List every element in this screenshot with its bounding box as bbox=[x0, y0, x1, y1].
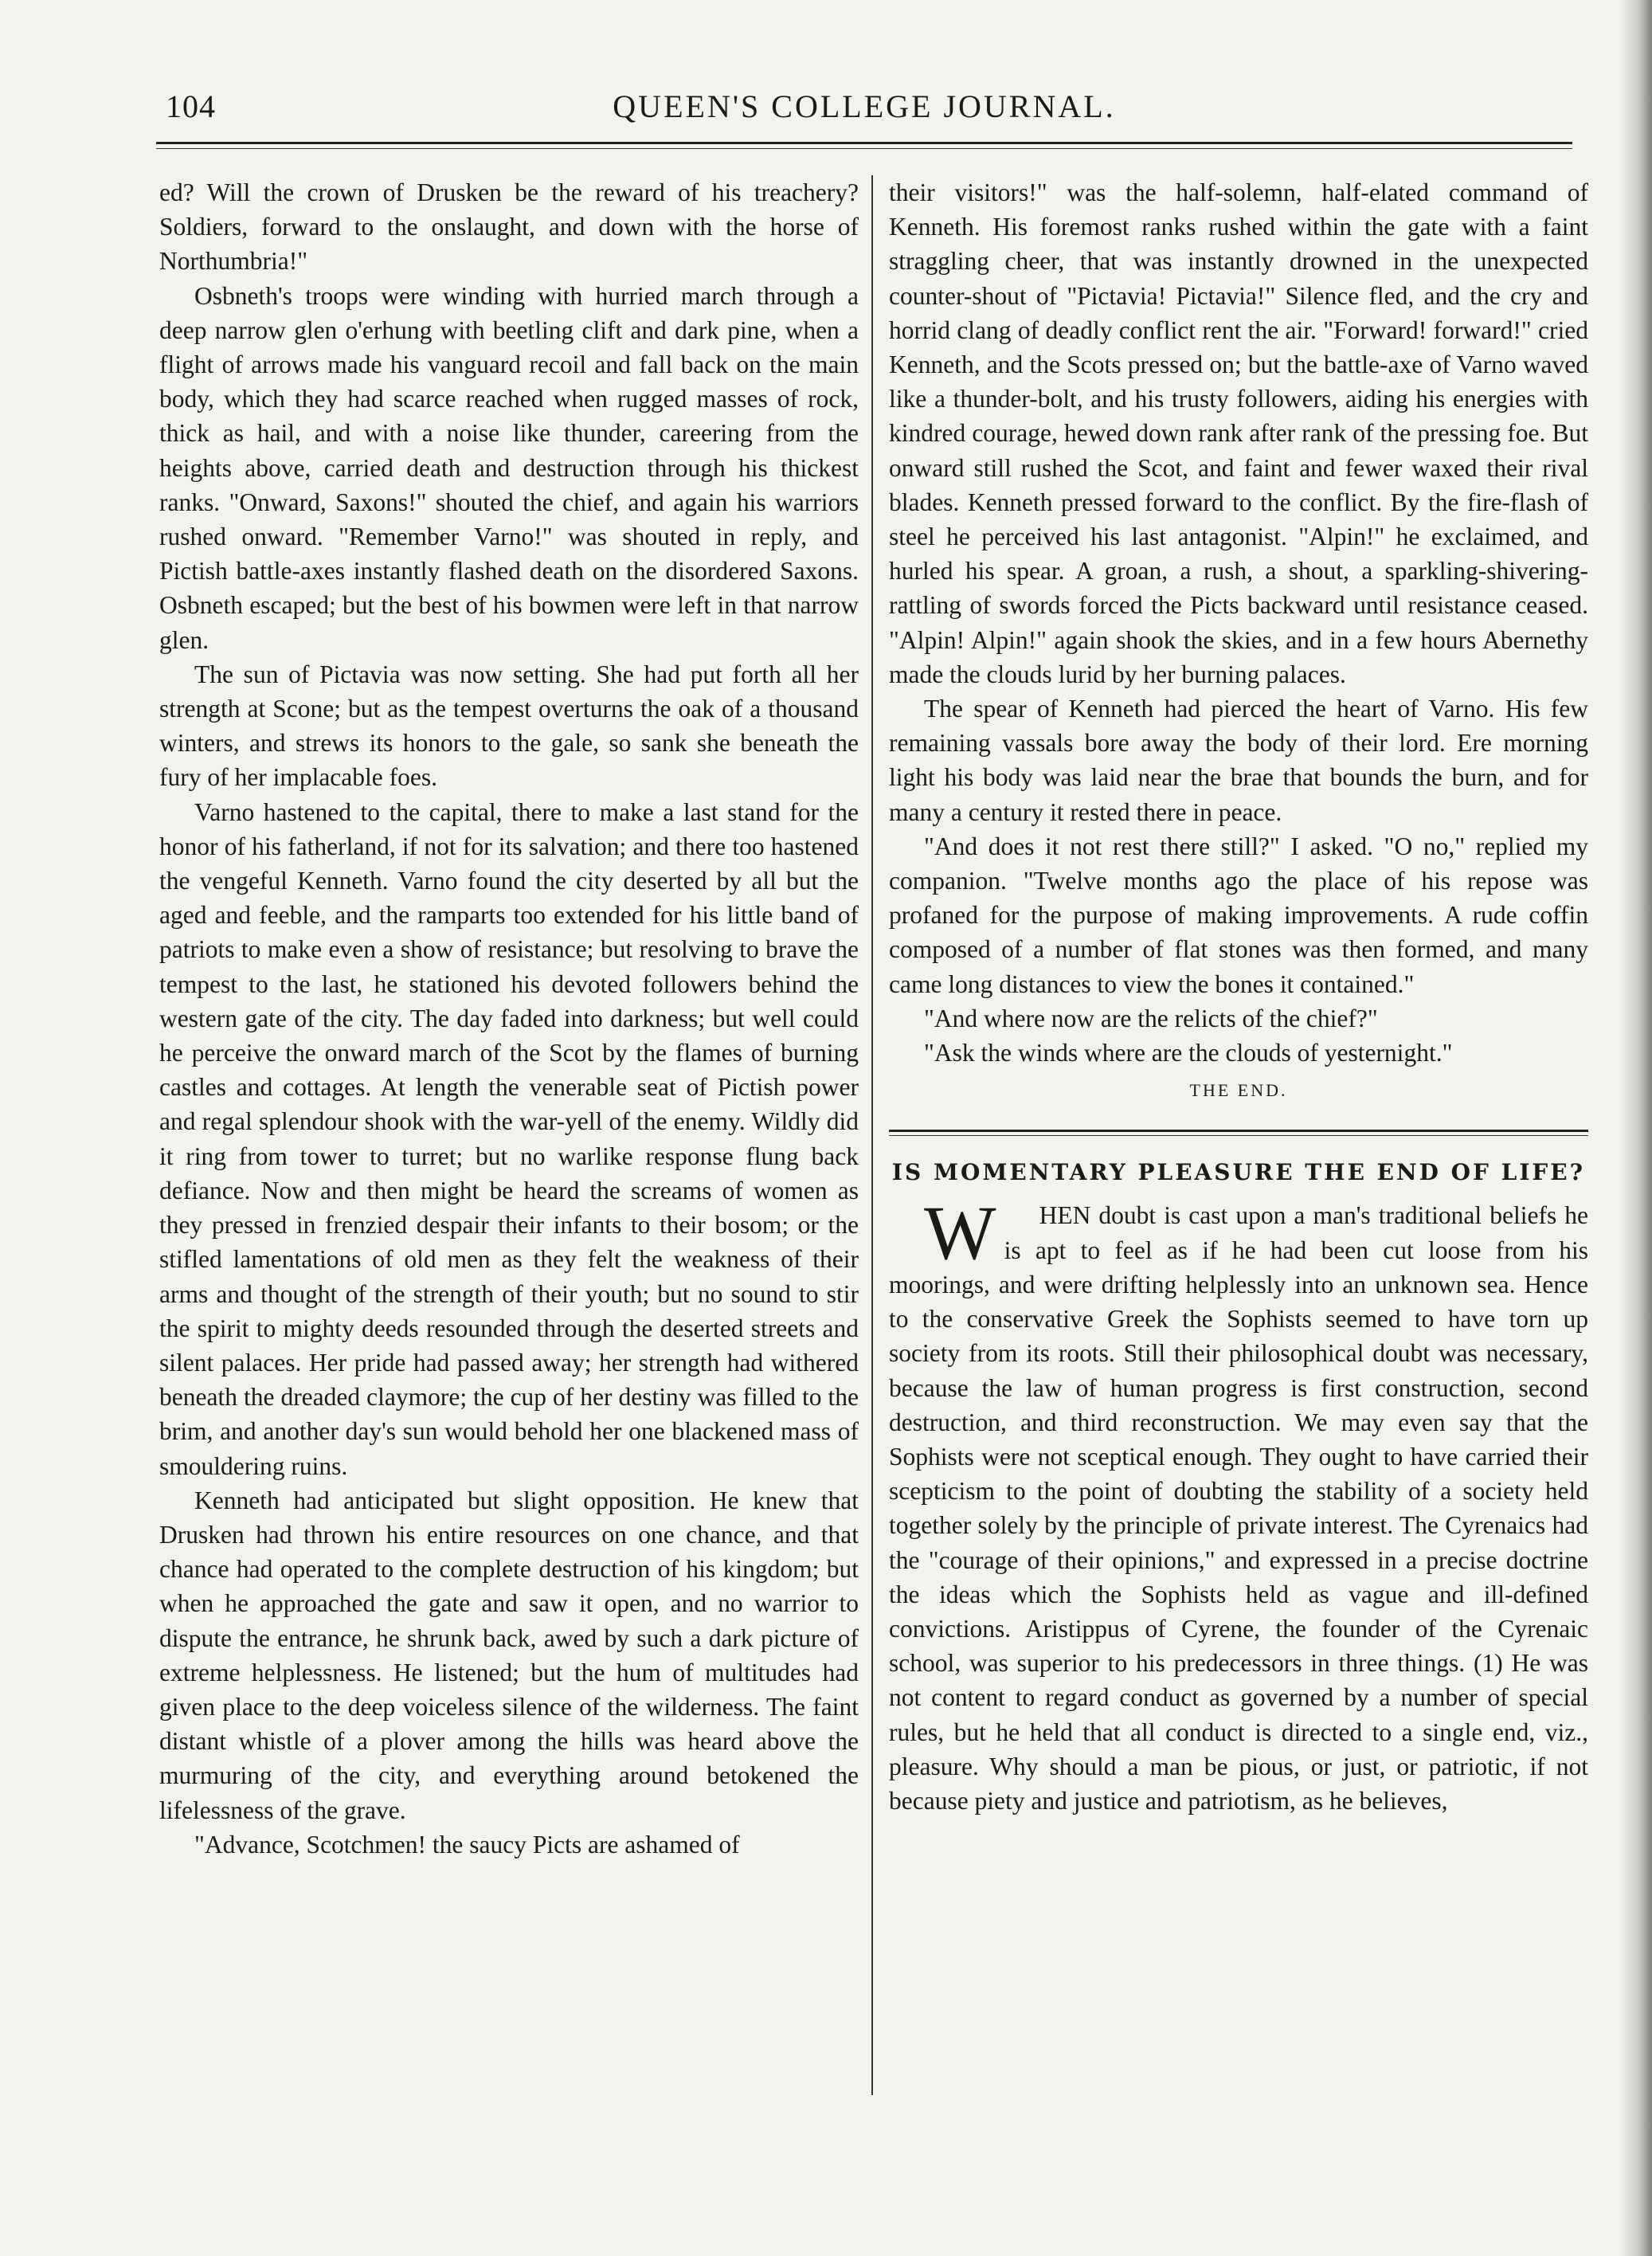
page-header bbox=[156, 88, 1572, 135]
section-rule bbox=[889, 1130, 1588, 1132]
left-column bbox=[159, 175, 859, 2103]
left-paragraph-4: Varno hastened to the capital, there to make a last stand for the honor of his fatherland, if not for its salvation; and there too hastened the vengeful Kenneth. Varno found the city deserted by all but the aged and feeble, and the ramparts too extended for his little band of patriots to make even a show of resistance; but resolving to brave the tempest to the last, he stationed his devoted followers behind the western gate of the city. The day faded into darkness; but well could he perceive the onward march of the Scot by the flames of burning castles and cottages. At length the venerable seat of Pictish power and regal splendour shook with the war-yell of the enemy. Wildly did it ring from tower to turret; but no warlike response flung back defiance. Now and then might be heard the screams of women as they pressed in frenzied despair their infants to their bosom; or the stifled lamentations of old men as they felt the weakness of their arms and thought of the strength of their youth; but no sound to stir the spirit to mighty deeds resounded through the deserted streets and silent palaces. Her pride had passed away; her strength had withered beneath the dreaded claymore; the cup of her destiny was filled to the brim, and another day's sun would behold her one blackened mass of smouldering ruins. bbox=[159, 797, 859, 1480]
header-rule bbox=[156, 142, 1572, 144]
page-number: 104 bbox=[166, 88, 216, 124]
article-first-paragraph bbox=[889, 1190, 1588, 1818]
journal-title: QUEEN'S COLLEGE JOURNAL. bbox=[613, 88, 1116, 124]
article-title: IS MOMENTARY PLEASURE THE END OF LIFE? bbox=[891, 1159, 1586, 1186]
right-column bbox=[889, 175, 1588, 2103]
left-paragraph-3: The sun of Pictavia was now setting. She had put forth all her strength at Scone; but as the tempest overturns the oak of a thousand winters, and strews its honors to the gale, so sank she beneath the fury of her implacable foes. bbox=[159, 660, 859, 792]
right-paragraph-3: "And does it not rest there still?" I asked. "O no," replied my companion. "Twelve months ago the place of his repose was profaned for the purpose of making improvements. A rude coffin composed of a number of flat stones was then formed, and many came long distances to view the bones it contained." bbox=[889, 832, 1588, 998]
header-rule-thin bbox=[156, 148, 1572, 149]
right-paragraph-4: "And where now are the relicts of the chief?" bbox=[924, 1004, 1378, 1032]
page-edge-shadow bbox=[1620, 0, 1652, 2256]
left-paragraph-6: "Advance, Scotchmen! the saucy Picts are ashamed of bbox=[194, 1830, 740, 1858]
drop-cap: W bbox=[924, 1190, 996, 1276]
left-paragraph-5: Kenneth had anticipated but slight opposition. He knew that Drusken had thrown his entire resources on one chance, and that chance had operated to the complete destruction of his kingdom; but when he approached the gate and saw it open, and no warrior to dispute the entrance, he shrunk back, awed by such a dark picture of extreme helplessness. He listened; but the hum of multitudes had given place to the deep voiceless silence of the wilderness. The faint distant whistle of a plover among the hills was heard above the murmuring of the city, and everything around betokened the lifelessness of the grave. bbox=[159, 1486, 859, 1824]
the-end-label: THE END. bbox=[1189, 1080, 1288, 1101]
article-body-text: HEN doubt is cast upon a man's traditional beliefs he is apt to feel as if he had been cut loose from his moorings, and were drifting helplessly into an unknown sea. Hence to the conservative Greek the Sophists seemed to have torn up society from its roots. Still their philosophical doubt was necessary, because the law of human progress is first construction, second destruction, and third reconstruction. We may even say that the Sophists were not sceptical enough. They ought to have carried their scepticism to the point of doubting the stability of a society held together solely by the principle of private interest. The Cyrenaics had the "courage of their opinions," and expressed in a precise doctrine the ideas which the Sophists held as vague and ill-defined convictions. Aristippus of Cyrene, the founder of the Cyrenaic school, was superior to his predecessors in three things. (1) He was not content to regard conduct as governed by a number of special rules, but he held that all conduct is directed to a single end, viz., pleasure. Why should a man be pious, or just, or patriotic, if not because piety and justice and patriotism, as he believes, bbox=[889, 1201, 1588, 1815]
right-paragraph-1: their visitors!" was the half-solemn, half-elated command of Kenneth. His foremost ranks rushed within the gate with a faint straggling cheer, that was instantly drowned in the unexpected counter-shout of "Pictavia! Pictavia!" Silence fled, and the cry and horrid clang of deadly conflict rent the air. "Forward! forward!" cried Kenneth, and the Scots pressed on; but the battle-axe of Varno waved like a thunder-bolt, and his trusty followers, aiding his energies with kindred courage, hewed down rank after rank of the pressing foe. But onward still rushed the Scot, and faint and fewer waxed their rival blades. Kenneth pressed forward to the conflict. By the fire-flash of steel he perceived his last antagonist. "Alpin!" he exclaimed, and hurled his spear. A groan, a rush, a shout, a sparkling-shivering-rattling of swords forced the Picts backward until resistance ceased. "Alpin! Alpin!" again shook the skies, and in a few hours Abernethy made the clouds lurid by her burning palaces. bbox=[889, 178, 1588, 688]
section-rule-thin bbox=[889, 1135, 1588, 1136]
left-paragraph-2: Osbneth's troops were winding with hurried march through a deep narrow glen o'erhung with beetling clift and dark pine, when a flight of arrows made his vanguard recoil and fall back on the main body, which they had scarce reached when rugged masses of rock, thick as hail, and with a noise like thunder, careering from the heights above, carried death and destruction through his thickest ranks. "Onward, Saxons!" shouted the chief, and again his warriors rushed onward. "Remember Varno!" was shouted in reply, and Pictish battle-axes instantly flashed death on the disordered Saxons. Osbneth escaped; but the best of his bowmen were left in that narrow glen. bbox=[159, 281, 859, 654]
left-paragraph-1: ed? Will the crown of Drusken be the reward of his treachery? Soldiers, forward to the onslaught, and down with the horse of Northumbria!" bbox=[159, 178, 859, 276]
right-paragraph-5: "Ask the winds where are the clouds of yesternight." bbox=[924, 1039, 1453, 1067]
right-paragraph-2: The spear of Kenneth had pierced the heart of Varno. His few remaining vassals bore away the body of their lord. Ere morning light his body was laid near the brae that bounds the burn, and for many a century it rested there in peace. bbox=[889, 695, 1588, 826]
column-divider bbox=[871, 175, 873, 2095]
